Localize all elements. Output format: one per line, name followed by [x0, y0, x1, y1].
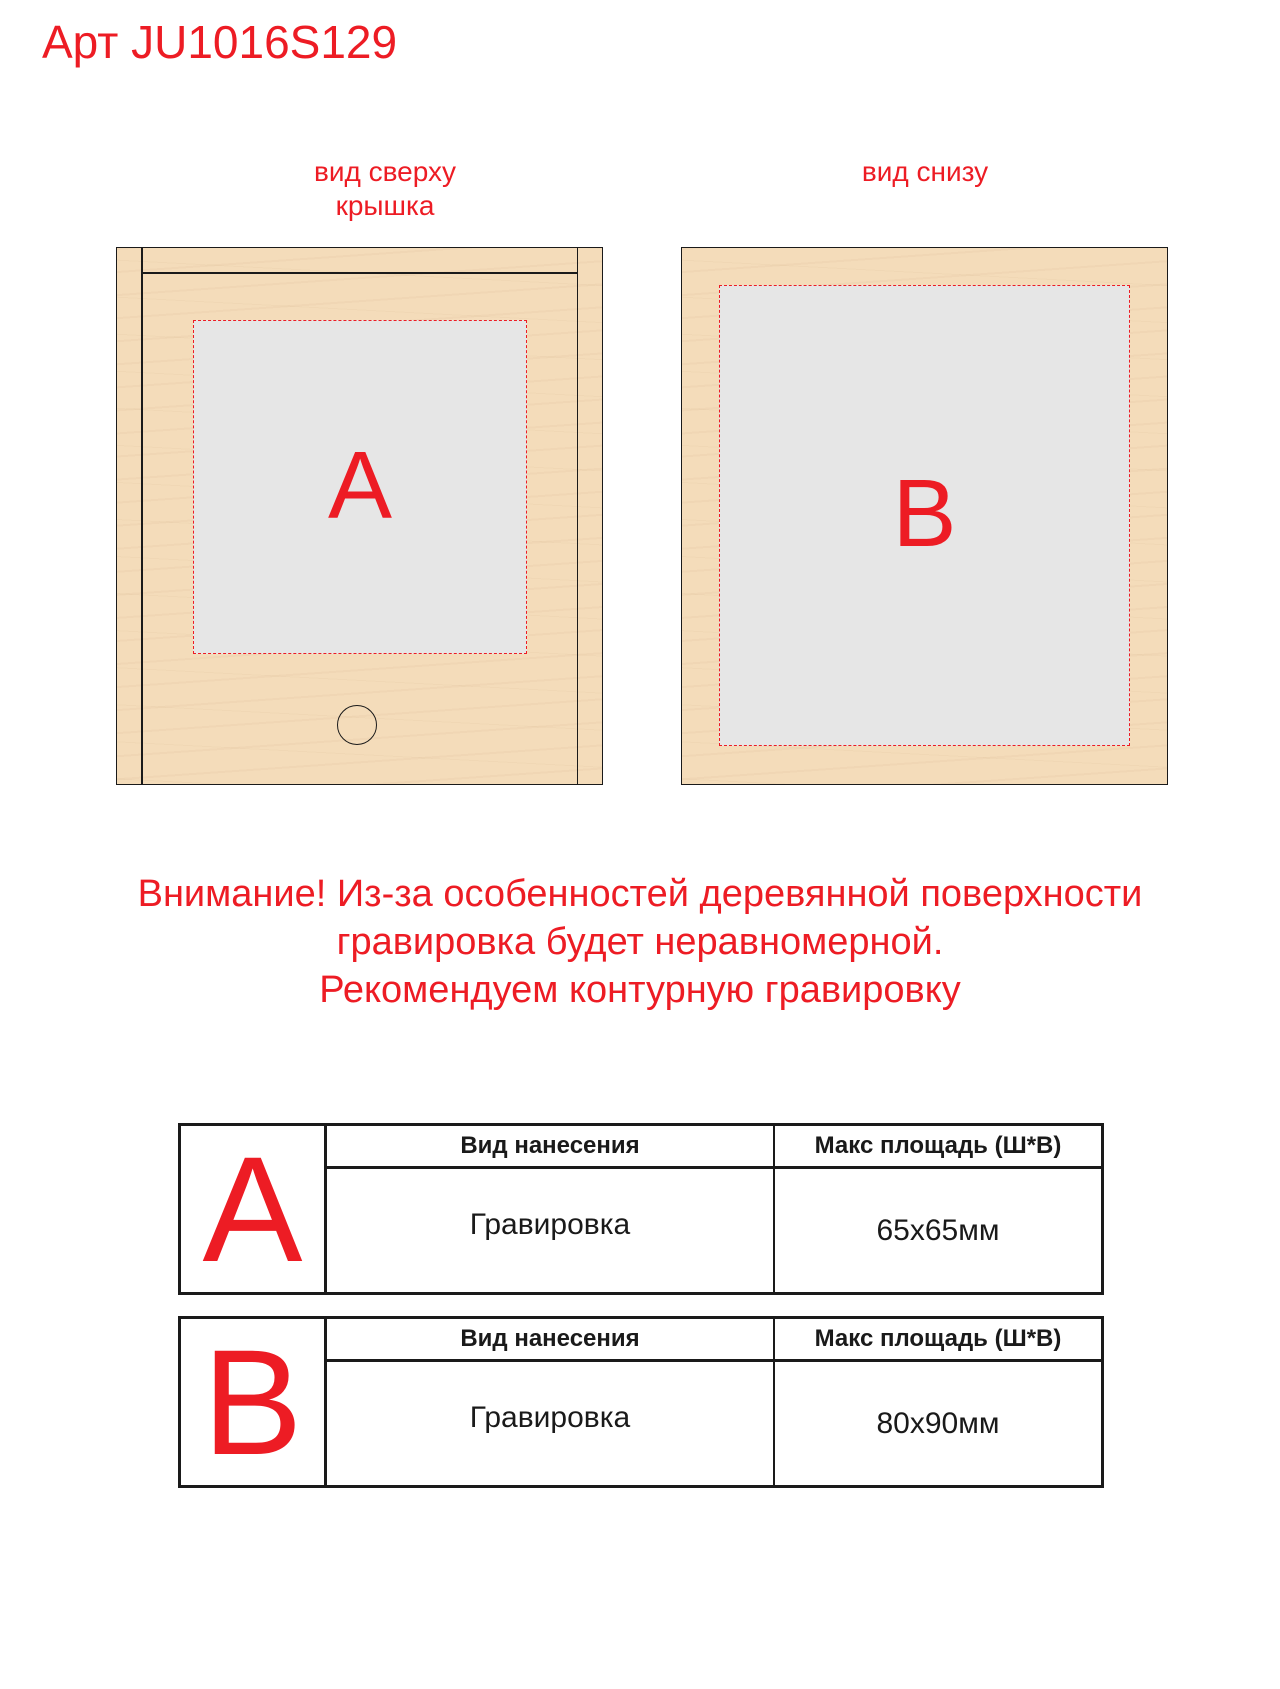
lid-left-rail — [141, 248, 143, 784]
spec-b-header-row — [327, 1319, 1101, 1362]
article-title: Арт JU1016S129 — [42, 16, 398, 68]
top-view-label — [255, 155, 515, 223]
print-area-a-letter: A — [327, 432, 393, 539]
spec-b-letter: B — [181, 1319, 327, 1485]
print-area-a — [193, 320, 527, 654]
spec-a-size-value: 65x65мм — [876, 1213, 1000, 1247]
lid-top-view — [116, 247, 603, 785]
spec-a-size-header: Макс площадь (Ш*В) — [814, 1132, 1062, 1159]
top-view-label-line2: крышка — [335, 190, 435, 221]
spec-a-method-value: Гравировка — [469, 1207, 631, 1241]
top-view-label-line1: вид сверху — [313, 156, 457, 187]
lid-top-rail — [141, 272, 578, 274]
spec-b-size-value: 80x90мм — [876, 1406, 1000, 1440]
spec-table-a — [178, 1123, 1104, 1295]
print-area-b-letter: B — [892, 460, 957, 567]
engraving-warning — [0, 870, 1280, 1014]
spec-b-value-row — [327, 1362, 1101, 1485]
spec-a-value-row — [327, 1169, 1101, 1292]
spec-a-method-header: Вид нанесения — [460, 1132, 640, 1159]
spec-b-size-header: Макс площадь (Ш*В) — [814, 1325, 1062, 1352]
warning-line-2: гравировка будет неравномерной. — [336, 921, 944, 963]
lid-finger-hole — [337, 705, 377, 745]
print-area-b — [719, 285, 1130, 746]
bottom-view-label-line1: вид снизу — [861, 156, 989, 187]
spec-table-b — [178, 1316, 1104, 1488]
spec-a-letter: A — [181, 1126, 327, 1292]
warning-line-3: Рекомендуем контурную гравировку — [319, 969, 961, 1011]
spec-b-grid — [327, 1319, 1101, 1485]
spec-a-grid — [327, 1126, 1101, 1292]
bottom-view-label — [795, 155, 1055, 189]
spec-a-header-row — [327, 1126, 1101, 1169]
spec-b-method-value: Гравировка — [469, 1400, 631, 1434]
box-bottom-view — [681, 247, 1168, 785]
spec-b-method-header: Вид нанесения — [460, 1325, 640, 1352]
lid-right-rail — [577, 248, 579, 784]
warning-line-1: Внимание! Из-за особенностей деревянной поверхности — [137, 873, 1143, 915]
